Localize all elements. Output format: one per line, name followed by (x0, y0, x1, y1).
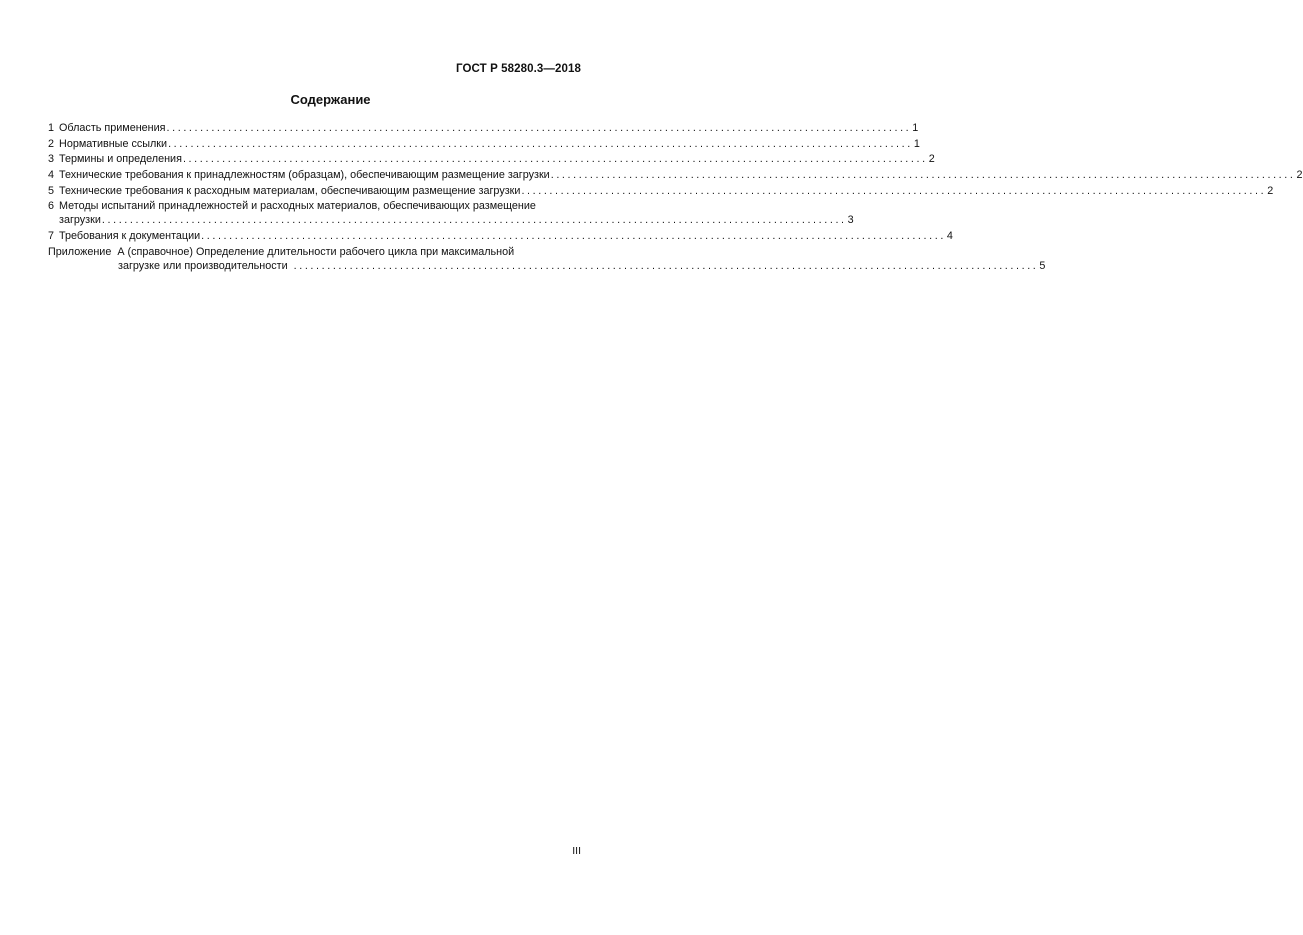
toc-entry-4[interactable] (48, 168, 1303, 182)
toc-leader-dots: ..................................................................................................................................... (168, 137, 913, 150)
toc-entry-7[interactable] (48, 229, 953, 243)
toc-entry-page: 1 (913, 137, 920, 150)
toc-entry-page: 2 (1296, 169, 1303, 182)
toc-entry-6[interactable] (48, 199, 854, 227)
toc-leader-dots: ..................................................................................................................................... (521, 184, 1267, 197)
toc-entry-number: 7 (48, 230, 55, 243)
toc-entry-title: Технические требования к расходным материалам, обеспечивающим размещение загрузки (59, 184, 521, 197)
toc-entry-3[interactable] (48, 152, 935, 166)
document-code: ГОСТ Р 58280.3—2018 (456, 63, 581, 75)
toc-entry-title: Нормативные ссылки (59, 137, 168, 150)
toc-appendix-title-continued: загрузке или производительности (118, 259, 288, 272)
toc-entry-title: Технические требования к принадлежностям (образцам), обеспечивающим размещение загрузки (59, 169, 550, 182)
toc-leader-dots: ..................................................................................................................................... (293, 259, 1039, 272)
toc-entry-page: 3 (847, 214, 854, 227)
toc-entry-number: 2 (48, 137, 55, 150)
toc-entry-number: 6 (48, 200, 55, 213)
toc-leader-dots: ..................................................................................................................................... (101, 214, 847, 227)
toc-entry-page: 1 (912, 122, 919, 134)
toc-entry-5[interactable] (48, 184, 1274, 198)
toc-entry-appendix-a[interactable] (48, 245, 1046, 273)
toc-entry-page: 4 (946, 230, 953, 243)
toc-leader-dots: ..................................................................................................................................... (201, 230, 946, 243)
toc-appendix-title: Приложение А (справочное) Определение длительности рабочего цикла при максимальной (48, 245, 515, 258)
toc-entry-title: Методы испытаний принадлежностей и расходных материалов, обеспечивающих размещение (59, 200, 536, 213)
toc-entry-number: 1 (48, 122, 55, 134)
toc-entry-title: Область применения (59, 122, 166, 134)
page-number: III (572, 845, 581, 857)
toc-entry-number: 3 (48, 153, 55, 166)
table-of-contents (48, 121, 1303, 275)
toc-entry-number: 5 (48, 184, 55, 197)
toc-leader-dots: ..................................................................................................................................... (166, 122, 912, 134)
toc-entry-title: Термины и определения (59, 153, 182, 166)
toc-leader-dots: ..................................................................................................................................... (182, 153, 928, 166)
toc-entry-page: 5 (1039, 259, 1046, 272)
toc-entry-number: 4 (48, 169, 55, 182)
toc-entry-title: Требования к документации (59, 230, 201, 243)
toc-entry-2[interactable] (48, 137, 920, 151)
toc-entry-title-continued: загрузки (59, 214, 101, 227)
toc-leader-dots: ..................................................................................................................................... (550, 169, 1296, 182)
toc-entry-page: 2 (1267, 184, 1274, 197)
toc-entry-page: 2 (928, 153, 935, 166)
toc-title: Содержание (290, 92, 371, 107)
toc-entry-1[interactable] (48, 121, 919, 135)
